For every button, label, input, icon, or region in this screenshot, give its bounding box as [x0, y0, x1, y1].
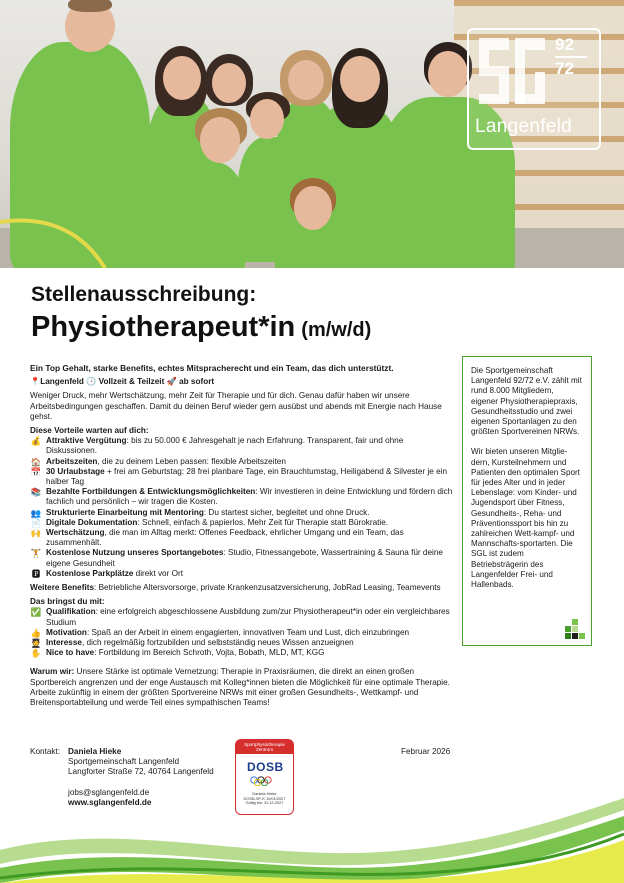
- kicker-heading: Stellenausschreibung:: [31, 283, 257, 306]
- item-text: Du startest sicher, begleitet und ohne Druck.: [208, 507, 370, 517]
- list-item: [30, 548, 454, 568]
- checkmark-icon: ✅: [30, 607, 42, 618]
- item-text: Schnell, einfach & papierlos. Mehr Zeit für Therapie statt Bürokratie.: [142, 517, 389, 527]
- item-title: Kostenlose Nutzung unseres Sportangebotes: [46, 548, 224, 558]
- item-text: direkt vor Ort: [135, 568, 183, 578]
- item-title: 30 Urlaubstage: [46, 466, 105, 476]
- list-item: [30, 518, 454, 528]
- posting-date: Februar 2026: [401, 747, 451, 756]
- lead-text: Ein Top Gehalt, starke Benefits, echtes Mitspracherecht und ein Team, das dich unterstützt.: [30, 363, 394, 373]
- club-info-box: [462, 356, 592, 646]
- club-info-p2: Wir bieten unseren Mitglie-dern, Kursteilnehmern und Patienten den optimalen Sport für jedes Alter und in jeder Lebenslage: vom Kinder- und Jugendsport über Fitness, Gesundheits-, Reha- und Präventionssport bis hin zu zahlreichen Wett-kampf- und Mannschafts-sportarten. Die SGL ist zudem Betriebsträgerin des Langenfelder Frei- und Hallenbads.: [471, 447, 580, 590]
- house-icon: 🏠: [30, 456, 42, 467]
- requirements-heading: Das bringst du mit:: [30, 597, 105, 607]
- further-text: : Betriebliche Altersvorsorge, private Krankenzusatzversicherung, JobRad Leasing, Teamevents: [94, 583, 441, 593]
- item-title: Strukturierte Einarbeitung mit Mentoring: [46, 507, 204, 517]
- list-item: [30, 467, 454, 487]
- rocket-icon: 🚀: [166, 377, 177, 387]
- calendar-icon: 📅: [30, 466, 42, 477]
- job-title: [31, 311, 371, 344]
- item-text: bis zu 50.000 € Jahresgehalt je nach Erfahrung. Transparent, fair und ohne Diskussionen.: [46, 436, 404, 456]
- item-separator: :: [95, 607, 101, 617]
- books-icon: 📚: [30, 487, 42, 498]
- item-text: Fortbildung im Bereich Schroth, Vojta, Bobath, MLD, MT, KGG: [98, 648, 325, 658]
- money-bag-icon: 💰: [30, 436, 42, 447]
- sgl-logo: [467, 28, 601, 150]
- item-text: dich regelmäßig fortzubilden und selbstständig neues Wissen anzueignen: [86, 638, 354, 648]
- further-title: Weitere Benefits: [30, 583, 95, 593]
- item-title: Bezahlte Fortbildungen & Entwicklungsmöglichkeiten: [46, 487, 256, 497]
- logo-year-top: 92: [555, 35, 574, 54]
- badge-brand: DOSB: [247, 760, 284, 774]
- contact-name: Daniela Hieke: [68, 747, 122, 756]
- gender-note: (m/w/d): [301, 319, 372, 341]
- tag-hours: Vollzeit & Teilzeit: [98, 377, 165, 387]
- contact-label: Kontakt:: [30, 747, 61, 756]
- item-separator: ,: [104, 528, 110, 538]
- badge-fine-3: Gültig bis: 31.12.2027: [245, 800, 284, 805]
- people-icon: 👥: [30, 507, 42, 518]
- requirements-list: [30, 607, 454, 658]
- list-item: [30, 569, 454, 579]
- benefits-list: [30, 436, 454, 579]
- item-title: Motivation: [46, 627, 87, 637]
- document-icon: 📄: [30, 517, 42, 528]
- contact-website[interactable]: www.sglangenfeld.de: [68, 797, 152, 807]
- job-description: [30, 363, 454, 708]
- item-title: Qualifikation: [46, 607, 96, 617]
- item-separator: :: [86, 627, 92, 637]
- why-title: Warum wir:: [30, 667, 75, 677]
- item-text: die zu deinem Leben passen: flexible Arbeitszeiten: [101, 456, 286, 466]
- job-title-text: Physiotherapeut*in: [31, 311, 296, 343]
- parking-icon: 🅿: [31, 568, 41, 579]
- hands-icon: 🙌: [30, 528, 42, 539]
- item-text: eine erfolgreich abgeschlossene Ausbildung zum/zur Physiotherapeut*in oder ein vergleichbares Studium: [46, 607, 450, 627]
- list-item: [30, 487, 454, 507]
- olympic-rings-icon: [248, 776, 282, 786]
- intro-text: Weniger Druck, mehr Wertschätzung, mehr Zeit für Therapie und für dich. Genau dafür haben wir unsere Arbeitsbedingungen geschaffen. Damit du deinen Beruf wieder gern ausübst und abends mit Energie nach Hause gehst.: [30, 391, 442, 421]
- item-separator: :: [203, 507, 209, 517]
- badge-header: Sportphysiotherapie Zentrum: [244, 742, 285, 752]
- item-text: die man im Alltag merkt: Offenes Feedback, ehrlicher Umgang und ein Team, das zusammenhält.: [46, 528, 404, 548]
- list-item: [30, 508, 454, 518]
- weightlifter-icon: 🏋: [30, 548, 42, 559]
- item-text: + frei am Geburtstag: 28 frei planbare Tage, ein Brauchtumstag, Heiligabend & Silvester je ein halber Tag: [46, 466, 448, 487]
- item-title: Attraktive Vergütung: [46, 436, 127, 446]
- item-title: Wertschätzung: [46, 528, 105, 538]
- item-text: Studio, Fitnessangebote, Wassertraining & Sauna für deine eigene Gesundheit: [46, 548, 443, 568]
- list-item: [30, 638, 454, 648]
- logo-year-bottom: 72: [555, 59, 574, 78]
- contact-street: Langforter Straße 72, 40764 Langenfeld: [68, 767, 214, 777]
- green-wave-decoration: [0, 787, 624, 883]
- pin-icon: 📍: [30, 377, 41, 387]
- list-item: [30, 457, 454, 467]
- list-item: [30, 436, 454, 456]
- badge-fine-1: Daniela Hieke: [252, 791, 277, 796]
- list-item: [30, 628, 454, 638]
- club-info-p1: Die Sportgemeinschaft Langenfeld 92/72 e.V. zählt mit rund 8.000 Mitgliedern, eigener Physiotherapiepraxis, Gesundheitsstudio und zwei eigenen Sportanlagen zu den größten Sportvereinen NRWs.: [471, 366, 582, 437]
- item-separator: :: [137, 517, 142, 527]
- list-item: [30, 648, 454, 658]
- item-title: Digitale Dokumentation: [46, 517, 138, 527]
- item-separator: :: [223, 548, 228, 558]
- team-photo: [0, 0, 624, 268]
- logo-town: Langenfeld: [475, 116, 573, 137]
- why-text: Unsere Stärke ist optimale Vernetzung: Therapie in Praxisräumen, die direkt an einen großen Sportbereich angrenzen und der enge Austausch mit Kolleg*innen bieten die Möglichkeit für eine optimale Therapie. Arbeite zukünftig in einem der größten Sportvereine NRWs mit einer großen Gesundheits-, Wettkampf- und Breitensportabteilung und werde Teil eines sympathischen Teams!: [30, 667, 450, 708]
- item-title: Nice to have: [46, 648, 95, 658]
- further-benefits: [30, 583, 454, 593]
- clock-icon: 🕒: [86, 377, 97, 387]
- benefits-heading: Diese Vorteile warten auf dich:: [30, 426, 149, 436]
- item-separator: :: [126, 436, 132, 446]
- item-title: Interesse: [46, 638, 82, 648]
- hand-icon: ✋: [30, 648, 42, 659]
- contact-email[interactable]: jobs@sglangenfeld.de: [68, 787, 150, 797]
- item-separator: ,: [97, 456, 102, 466]
- item-title: Kostenlose Parkplätze: [46, 568, 134, 578]
- item-text: Wir investieren in deine Entwicklung und fördern dich fachlich und persönlich – wir tragen die Kosten.: [46, 487, 453, 507]
- contact-org: Sportgemeinschaft Langenfeld: [68, 757, 180, 767]
- item-separator: :: [255, 487, 260, 497]
- tag-start: ab sofort: [179, 377, 215, 387]
- item-separator: :: [94, 648, 99, 658]
- list-item: [30, 528, 454, 548]
- student-icon: 🧑‍🎓: [30, 638, 42, 649]
- job-tags: [30, 377, 454, 387]
- item-text: Spaß an der Arbeit in einem engagierten, innovativen Team und Lust, dich einzubringen: [91, 627, 410, 637]
- thumbs-up-icon: 👍: [30, 627, 42, 638]
- hoop: [0, 200, 110, 268]
- item-title: Arbeitszeiten: [46, 456, 98, 466]
- tag-location: Langenfeld: [40, 377, 84, 387]
- item-separator: ,: [81, 638, 87, 648]
- why-us: [30, 667, 454, 708]
- list-item: [30, 607, 454, 627]
- badge-fine-2: DOSB-SP-K 10/01/2027: [243, 795, 286, 801]
